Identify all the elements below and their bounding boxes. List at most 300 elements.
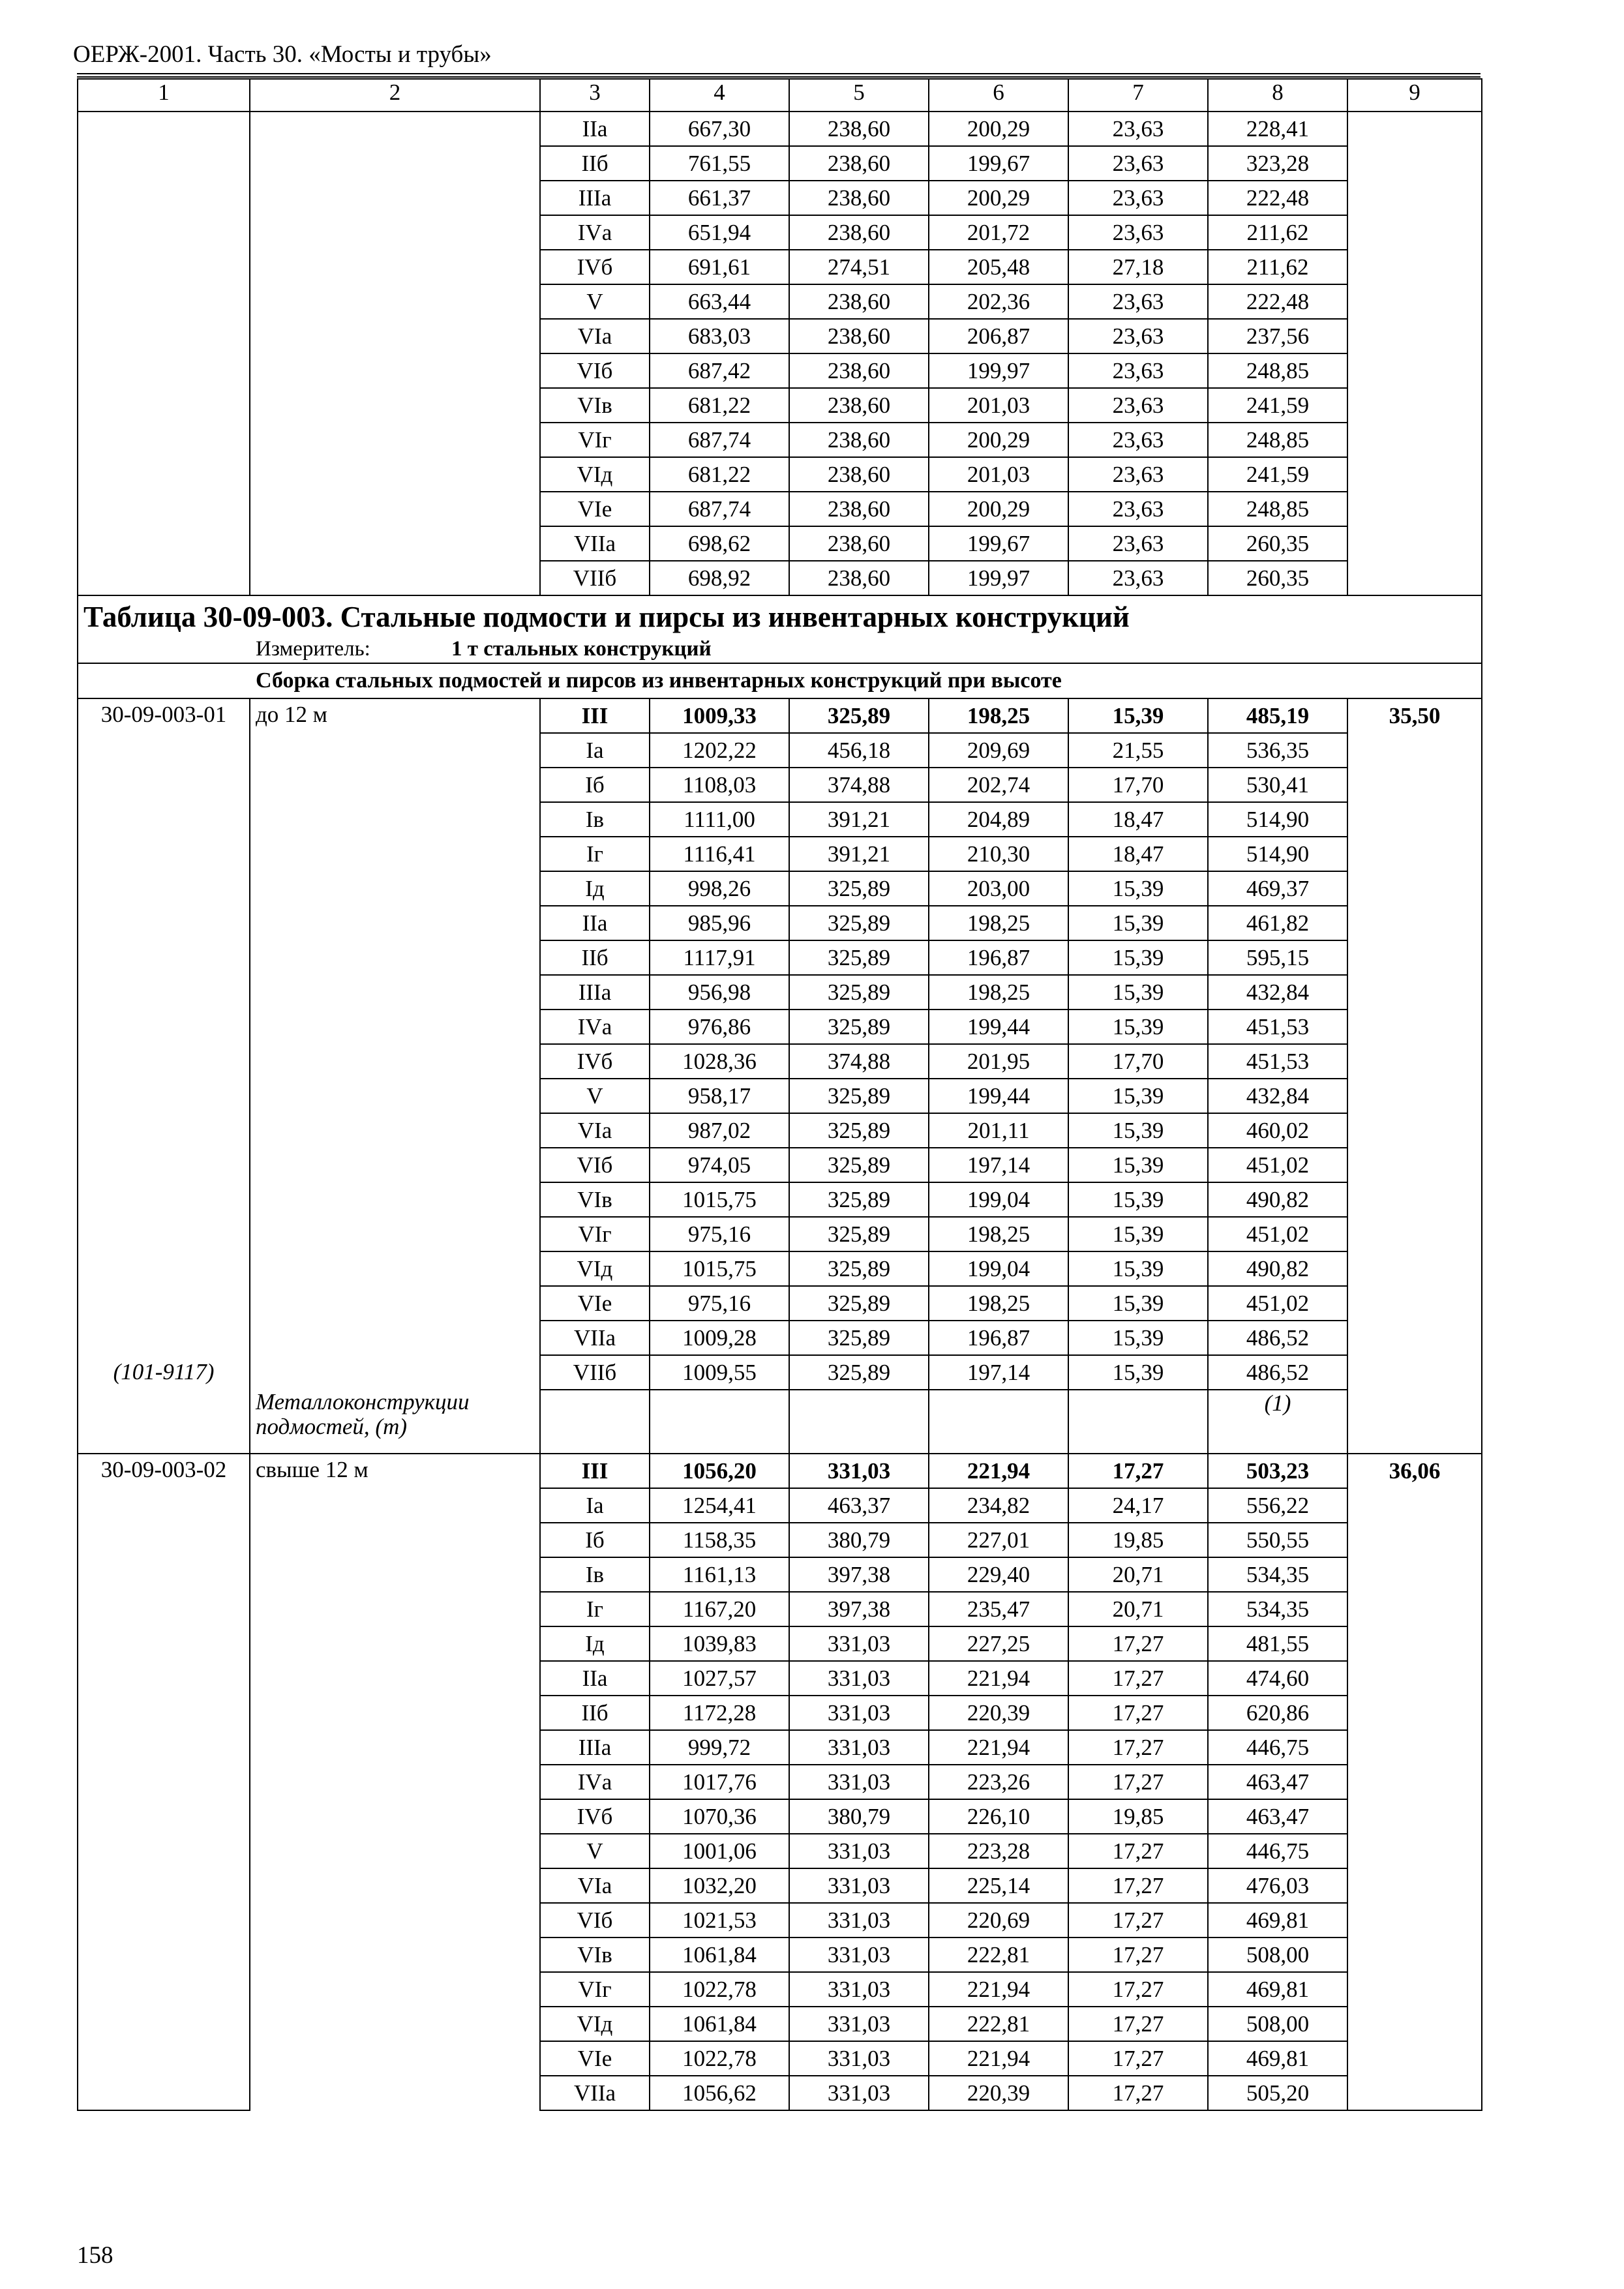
value-cell: 17,27 xyxy=(1068,1730,1208,1765)
value-cell: 461,82 xyxy=(1208,906,1347,940)
value-cell: 19,85 xyxy=(1068,1799,1208,1834)
value-cell: 325,89 xyxy=(789,1182,929,1217)
value-cell: 17,27 xyxy=(1068,1903,1208,1937)
value-cell: 325,89 xyxy=(789,1217,929,1251)
value-cell: 248,85 xyxy=(1208,353,1347,388)
value-cell: 490,82 xyxy=(1208,1182,1347,1217)
value-cell: 23,63 xyxy=(1068,284,1208,319)
value-cell: 18,47 xyxy=(1068,802,1208,837)
column-number: 1 xyxy=(78,79,250,112)
value-cell: 199,97 xyxy=(929,561,1068,595)
region-cell: VIв xyxy=(540,388,650,423)
region-cell: V xyxy=(540,1079,650,1113)
value-cell: 663,44 xyxy=(650,284,789,319)
value-cell: 331,03 xyxy=(789,2007,929,2041)
value-cell: 199,67 xyxy=(929,146,1068,181)
value-cell: 1001,06 xyxy=(650,1834,789,1868)
value-cell: 698,92 xyxy=(650,561,789,595)
value-cell: 397,38 xyxy=(789,1592,929,1626)
value-cell: 325,89 xyxy=(789,1251,929,1286)
value-cell: 975,16 xyxy=(650,1286,789,1321)
value-cell: 691,61 xyxy=(650,250,789,284)
value-cell: 469,81 xyxy=(1208,2041,1347,2076)
value-cell: 199,44 xyxy=(929,1079,1068,1113)
value-cell: 201,11 xyxy=(929,1113,1068,1148)
value-cell: 974,05 xyxy=(650,1148,789,1182)
column-number: 7 xyxy=(1068,79,1208,112)
value-cell: 651,94 xyxy=(650,215,789,250)
value-cell: 681,22 xyxy=(650,457,789,492)
value-cell: 683,03 xyxy=(650,319,789,353)
table-row xyxy=(78,1454,1482,1488)
value-cell: 23,63 xyxy=(1068,492,1208,526)
value-cell: 20,71 xyxy=(1068,1592,1208,1626)
value-cell: 534,35 xyxy=(1208,1592,1347,1626)
value-cell: 325,89 xyxy=(789,1079,929,1113)
value-cell: 235,47 xyxy=(929,1592,1068,1626)
value-cell: 221,94 xyxy=(929,1454,1068,1488)
table-title-row xyxy=(78,595,1482,663)
value-cell: 238,60 xyxy=(789,388,929,423)
value-cell: 1056,62 xyxy=(650,2076,789,2110)
page-number: 158 xyxy=(77,2242,113,2269)
region-cell: IVа xyxy=(540,1765,650,1799)
rate-code xyxy=(78,1454,250,2110)
value-cell: 23,63 xyxy=(1068,561,1208,595)
region-cell: VIг xyxy=(540,1217,650,1251)
value-cell: 474,60 xyxy=(1208,1661,1347,1696)
value-cell: 550,55 xyxy=(1208,1523,1347,1557)
value-cell: 325,89 xyxy=(789,1113,929,1148)
value-cell: 238,60 xyxy=(789,319,929,353)
value-cell: 456,18 xyxy=(789,733,929,768)
value-cell: 23,63 xyxy=(1068,215,1208,250)
region-cell: VIг xyxy=(540,1972,650,2007)
name-cell-empty xyxy=(250,112,540,595)
value-cell: 19,85 xyxy=(1068,1523,1208,1557)
value-cell: 15,39 xyxy=(1068,1148,1208,1182)
value-cell: 203,00 xyxy=(929,871,1068,906)
column-number: 2 xyxy=(250,79,540,112)
value-cell: 486,52 xyxy=(1208,1321,1347,1355)
region-cell: IIб xyxy=(540,1696,650,1730)
region-cell: VIг xyxy=(540,423,650,457)
value-cell: 197,14 xyxy=(929,1148,1068,1182)
value-cell: 331,03 xyxy=(789,1868,929,1903)
region-cell: IVб xyxy=(540,250,650,284)
value-cell: 221,94 xyxy=(929,1972,1068,2007)
value-cell: 975,16 xyxy=(650,1217,789,1251)
value-cell: 687,74 xyxy=(650,492,789,526)
value-cell: 199,04 xyxy=(929,1182,1068,1217)
value-cell: 761,55 xyxy=(650,146,789,181)
region-cell: Iв xyxy=(540,1557,650,1592)
value-cell: 325,89 xyxy=(789,1010,929,1044)
value-cell: 481,55 xyxy=(1208,1626,1347,1661)
value-cell: 432,84 xyxy=(1208,975,1347,1010)
region-cell: Iг xyxy=(540,837,650,871)
column-number: 5 xyxy=(789,79,929,112)
value-cell: 1022,78 xyxy=(650,2041,789,2076)
table-title xyxy=(78,595,1482,663)
value-cell: 1117,91 xyxy=(650,940,789,975)
value-cell: 23,63 xyxy=(1068,423,1208,457)
value-cell: 223,28 xyxy=(929,1834,1068,1868)
value-cell: 1070,36 xyxy=(650,1799,789,1834)
empty-cell xyxy=(929,1390,1068,1454)
table-row xyxy=(78,698,1482,733)
value-cell: 229,40 xyxy=(929,1557,1068,1592)
value-cell: 331,03 xyxy=(789,1454,929,1488)
value-cell: 200,29 xyxy=(929,112,1068,146)
value-cell: 325,89 xyxy=(789,1286,929,1321)
value-cell: 1015,75 xyxy=(650,1182,789,1217)
value-cell: 323,28 xyxy=(1208,146,1347,181)
value-cell: 15,39 xyxy=(1068,975,1208,1010)
value-cell: 530,41 xyxy=(1208,768,1347,802)
resource-name xyxy=(250,1390,540,1454)
rate-name-text: свыше 12 м xyxy=(256,1457,368,1482)
region-cell: VIIб xyxy=(540,561,650,595)
value-cell: 17,27 xyxy=(1068,2041,1208,2076)
value-cell: 228,41 xyxy=(1208,112,1347,146)
value-cell: 956,98 xyxy=(650,975,789,1010)
value-cell: 374,88 xyxy=(789,768,929,802)
value-cell: 211,62 xyxy=(1208,250,1347,284)
value-cell: 1061,84 xyxy=(650,2007,789,2041)
value-cell: 391,21 xyxy=(789,802,929,837)
value-cell: 220,39 xyxy=(929,2076,1068,2110)
value-cell: 463,47 xyxy=(1208,1799,1347,1834)
region-cell: VIд xyxy=(540,457,650,492)
value-cell: 476,03 xyxy=(1208,1868,1347,1903)
region-cell: VIIа xyxy=(540,1321,650,1355)
empty-cell xyxy=(650,1390,789,1454)
value-cell: 238,60 xyxy=(789,423,929,457)
value-cell: 24,17 xyxy=(1068,1488,1208,1523)
value-cell: 331,03 xyxy=(789,2076,929,2110)
value-cell: 446,75 xyxy=(1208,1834,1347,1868)
rate-name-text: до 12 м xyxy=(256,702,327,727)
labor-cost-cell: 36,06 xyxy=(1347,1454,1482,2110)
measure-line xyxy=(83,635,1476,663)
value-cell: 1032,20 xyxy=(650,1868,789,1903)
region-cell: Iб xyxy=(540,1523,650,1557)
value-cell: 687,42 xyxy=(650,353,789,388)
value-cell: 238,60 xyxy=(789,561,929,595)
region-cell: VIе xyxy=(540,2041,650,2076)
value-cell: 556,22 xyxy=(1208,1488,1347,1523)
value-cell: 238,60 xyxy=(789,492,929,526)
value-cell: 198,25 xyxy=(929,698,1068,733)
value-cell: 260,35 xyxy=(1208,526,1347,561)
value-cell: 380,79 xyxy=(789,1799,929,1834)
value-cell: 325,89 xyxy=(789,698,929,733)
value-cell: 222,81 xyxy=(929,2007,1068,2041)
value-cell: 202,74 xyxy=(929,768,1068,802)
value-cell: 1027,57 xyxy=(650,1661,789,1696)
value-cell: 1009,28 xyxy=(650,1321,789,1355)
value-cell: 469,81 xyxy=(1208,1903,1347,1937)
region-cell: IIIа xyxy=(540,1730,650,1765)
value-cell: 325,89 xyxy=(789,1148,929,1182)
value-cell: 451,02 xyxy=(1208,1148,1347,1182)
value-cell: 331,03 xyxy=(789,2041,929,2076)
resource-name-line: подмостей, (т) xyxy=(256,1414,408,1439)
value-cell: 222,48 xyxy=(1208,181,1347,215)
region-cell: VIIа xyxy=(540,2076,650,2110)
empty-cell xyxy=(789,1390,929,1454)
value-cell: 1009,33 xyxy=(650,698,789,733)
value-cell: 508,00 xyxy=(1208,2007,1347,2041)
value-cell: 446,75 xyxy=(1208,1730,1347,1765)
value-cell: 687,74 xyxy=(650,423,789,457)
value-cell: 15,39 xyxy=(1068,1113,1208,1148)
value-cell: 17,27 xyxy=(1068,1626,1208,1661)
table-title-text: Таблица 30-09-003. Стальные подмости и пирсы из инвентарных конструкций xyxy=(83,601,1130,633)
region-cell: VIв xyxy=(540,1182,650,1217)
value-cell: 998,26 xyxy=(650,871,789,906)
header-rule xyxy=(77,73,1481,74)
region-cell: III xyxy=(540,698,650,733)
region-cell: IIб xyxy=(540,146,650,181)
value-cell: 15,39 xyxy=(1068,698,1208,733)
value-cell: 1116,41 xyxy=(650,837,789,871)
value-cell: 514,90 xyxy=(1208,837,1347,871)
rates-table-body xyxy=(78,79,1482,2110)
value-cell: 15,39 xyxy=(1068,1079,1208,1113)
value-cell: 374,88 xyxy=(789,1044,929,1079)
value-cell: 490,82 xyxy=(1208,1251,1347,1286)
value-cell: 238,60 xyxy=(789,215,929,250)
region-cell: IVа xyxy=(540,1010,650,1044)
value-cell: 331,03 xyxy=(789,1696,929,1730)
value-cell: 17,27 xyxy=(1068,1972,1208,2007)
value-cell: 667,30 xyxy=(650,112,789,146)
region-cell: IIа xyxy=(540,906,650,940)
value-cell: 274,51 xyxy=(789,250,929,284)
value-cell: 209,69 xyxy=(929,733,1068,768)
rates-table xyxy=(77,78,1482,2111)
value-cell: 17,70 xyxy=(1068,768,1208,802)
value-cell: 1202,22 xyxy=(650,733,789,768)
value-cell: 18,47 xyxy=(1068,837,1208,871)
value-cell: 200,29 xyxy=(929,423,1068,457)
resource-qty: (1) xyxy=(1208,1390,1347,1454)
value-cell: 460,02 xyxy=(1208,1113,1347,1148)
value-cell: 1167,20 xyxy=(650,1592,789,1626)
value-cell: 1056,20 xyxy=(650,1454,789,1488)
value-cell: 508,00 xyxy=(1208,1937,1347,1972)
value-cell: 238,60 xyxy=(789,181,929,215)
value-cell: 451,53 xyxy=(1208,1010,1347,1044)
value-cell: 199,97 xyxy=(929,353,1068,388)
column-number: 8 xyxy=(1208,79,1347,112)
value-cell: 1254,41 xyxy=(650,1488,789,1523)
region-cell: VIа xyxy=(540,319,650,353)
value-cell: 451,02 xyxy=(1208,1217,1347,1251)
value-cell: 432,84 xyxy=(1208,1079,1347,1113)
column-number: 3 xyxy=(540,79,650,112)
column-number: 4 xyxy=(650,79,789,112)
value-cell: 222,81 xyxy=(929,1937,1068,1972)
value-cell: 1039,83 xyxy=(650,1626,789,1661)
value-cell: 238,60 xyxy=(789,146,929,181)
value-cell: 976,86 xyxy=(650,1010,789,1044)
rate-code-text: 30-09-003-02 xyxy=(100,1457,227,1482)
region-cell: Iа xyxy=(540,1488,650,1523)
value-cell: 198,25 xyxy=(929,1217,1068,1251)
value-cell: 15,39 xyxy=(1068,1251,1208,1286)
value-cell: 999,72 xyxy=(650,1730,789,1765)
value-cell: 238,60 xyxy=(789,526,929,561)
value-cell: 238,60 xyxy=(789,112,929,146)
value-cell: 503,23 xyxy=(1208,1454,1347,1488)
region-cell: III xyxy=(540,1454,650,1488)
value-cell: 201,03 xyxy=(929,457,1068,492)
value-cell: 17,27 xyxy=(1068,1937,1208,1972)
region-cell: VIа xyxy=(540,1868,650,1903)
value-cell: 17,27 xyxy=(1068,2007,1208,2041)
column-number: 6 xyxy=(929,79,1068,112)
value-cell: 505,20 xyxy=(1208,2076,1347,2110)
value-cell: 201,95 xyxy=(929,1044,1068,1079)
value-cell: 15,39 xyxy=(1068,1010,1208,1044)
region-cell: Iв xyxy=(540,802,650,837)
measure-label: Измеритель: xyxy=(256,637,370,661)
value-cell: 200,29 xyxy=(929,181,1068,215)
value-cell: 21,55 xyxy=(1068,733,1208,768)
region-cell: VIв xyxy=(540,1937,650,1972)
value-cell: 536,35 xyxy=(1208,733,1347,768)
running-header: ОЕРЖ-2001. Часть 30. «Мосты и трубы» xyxy=(73,41,492,68)
value-cell: 1022,78 xyxy=(650,1972,789,2007)
value-cell: 225,14 xyxy=(929,1868,1068,1903)
value-cell: 220,39 xyxy=(929,1696,1068,1730)
value-cell: 463,37 xyxy=(789,1488,929,1523)
value-cell: 201,72 xyxy=(929,215,1068,250)
value-cell: 198,25 xyxy=(929,975,1068,1010)
value-cell: 391,21 xyxy=(789,837,929,871)
region-cell: IVб xyxy=(540,1044,650,1079)
value-cell: 248,85 xyxy=(1208,492,1347,526)
value-cell: 223,26 xyxy=(929,1765,1068,1799)
value-cell: 397,38 xyxy=(789,1557,929,1592)
value-cell: 15,39 xyxy=(1068,1217,1208,1251)
value-cell: 226,10 xyxy=(929,1799,1068,1834)
value-cell: 681,22 xyxy=(650,388,789,423)
value-cell: 985,96 xyxy=(650,906,789,940)
value-cell: 238,60 xyxy=(789,457,929,492)
value-cell: 199,44 xyxy=(929,1010,1068,1044)
region-cell: VIIа xyxy=(540,526,650,561)
value-cell: 17,27 xyxy=(1068,1868,1208,1903)
value-cell: 199,67 xyxy=(929,526,1068,561)
value-cell: 260,35 xyxy=(1208,561,1347,595)
region-cell: VIе xyxy=(540,1286,650,1321)
value-cell: 17,70 xyxy=(1068,1044,1208,1079)
value-cell: 698,62 xyxy=(650,526,789,561)
value-cell: 331,03 xyxy=(789,1834,929,1868)
value-cell: 221,94 xyxy=(929,2041,1068,2076)
value-cell: 331,03 xyxy=(789,1937,929,1972)
value-cell: 202,36 xyxy=(929,284,1068,319)
region-cell: IIIа xyxy=(540,975,650,1010)
value-cell: 1158,35 xyxy=(650,1523,789,1557)
code-cell-empty xyxy=(78,112,250,595)
value-cell: 221,94 xyxy=(929,1661,1068,1696)
region-cell: VIе xyxy=(540,492,650,526)
region-cell: VIд xyxy=(540,2007,650,2041)
value-cell: 486,52 xyxy=(1208,1355,1347,1390)
value-cell: 234,82 xyxy=(929,1488,1068,1523)
value-cell: 206,87 xyxy=(929,319,1068,353)
value-cell: 237,56 xyxy=(1208,319,1347,353)
value-cell: 534,35 xyxy=(1208,1557,1347,1592)
value-cell: 248,85 xyxy=(1208,423,1347,457)
value-cell: 17,27 xyxy=(1068,1834,1208,1868)
rate-name xyxy=(250,1454,540,2110)
value-cell: 220,69 xyxy=(929,1903,1068,1937)
value-cell: 469,37 xyxy=(1208,871,1347,906)
value-cell: 201,03 xyxy=(929,388,1068,423)
region-cell: IVа xyxy=(540,215,650,250)
value-cell: 23,63 xyxy=(1068,319,1208,353)
value-cell: 241,59 xyxy=(1208,388,1347,423)
value-cell: 620,86 xyxy=(1208,1696,1347,1730)
region-cell: Iа xyxy=(540,733,650,768)
value-cell: 331,03 xyxy=(789,1661,929,1696)
region-cell: VIIб xyxy=(540,1355,650,1390)
value-cell: 227,25 xyxy=(929,1626,1068,1661)
value-cell: 23,63 xyxy=(1068,457,1208,492)
value-cell: 661,37 xyxy=(650,181,789,215)
value-cell: 204,89 xyxy=(929,802,1068,837)
value-cell: 15,39 xyxy=(1068,871,1208,906)
labor-cost-cell: 35,50 xyxy=(1347,698,1482,1454)
value-cell: 1172,28 xyxy=(650,1696,789,1730)
resource-code: (101-9117) xyxy=(113,1359,215,1384)
region-cell: IIIа xyxy=(540,181,650,215)
section-title-row xyxy=(78,663,1482,698)
value-cell: 1017,76 xyxy=(650,1765,789,1799)
value-cell: 238,60 xyxy=(789,353,929,388)
value-cell: 23,63 xyxy=(1068,181,1208,215)
value-cell: 17,27 xyxy=(1068,1454,1208,1488)
value-cell: 241,59 xyxy=(1208,457,1347,492)
value-cell: 325,89 xyxy=(789,975,929,1010)
value-cell: 331,03 xyxy=(789,1765,929,1799)
value-cell: 331,03 xyxy=(789,1903,929,1937)
value-cell: 1021,53 xyxy=(650,1903,789,1937)
rate-name xyxy=(250,698,540,1390)
region-cell: IIа xyxy=(540,1661,650,1696)
value-cell: 325,89 xyxy=(789,940,929,975)
value-cell: 200,29 xyxy=(929,492,1068,526)
value-cell: 221,94 xyxy=(929,1730,1068,1765)
value-cell: 211,62 xyxy=(1208,215,1347,250)
region-cell: Iд xyxy=(540,871,650,906)
value-cell: 15,39 xyxy=(1068,1286,1208,1321)
empty-cell xyxy=(540,1390,650,1454)
rate-code-text: 30-09-003-01 xyxy=(100,702,227,727)
value-cell: 27,18 xyxy=(1068,250,1208,284)
value-cell: 222,48 xyxy=(1208,284,1347,319)
rate-code xyxy=(78,698,250,1454)
value-cell: 15,39 xyxy=(1068,1182,1208,1217)
value-cell: 196,87 xyxy=(929,1321,1068,1355)
region-cell: VIб xyxy=(540,1148,650,1182)
